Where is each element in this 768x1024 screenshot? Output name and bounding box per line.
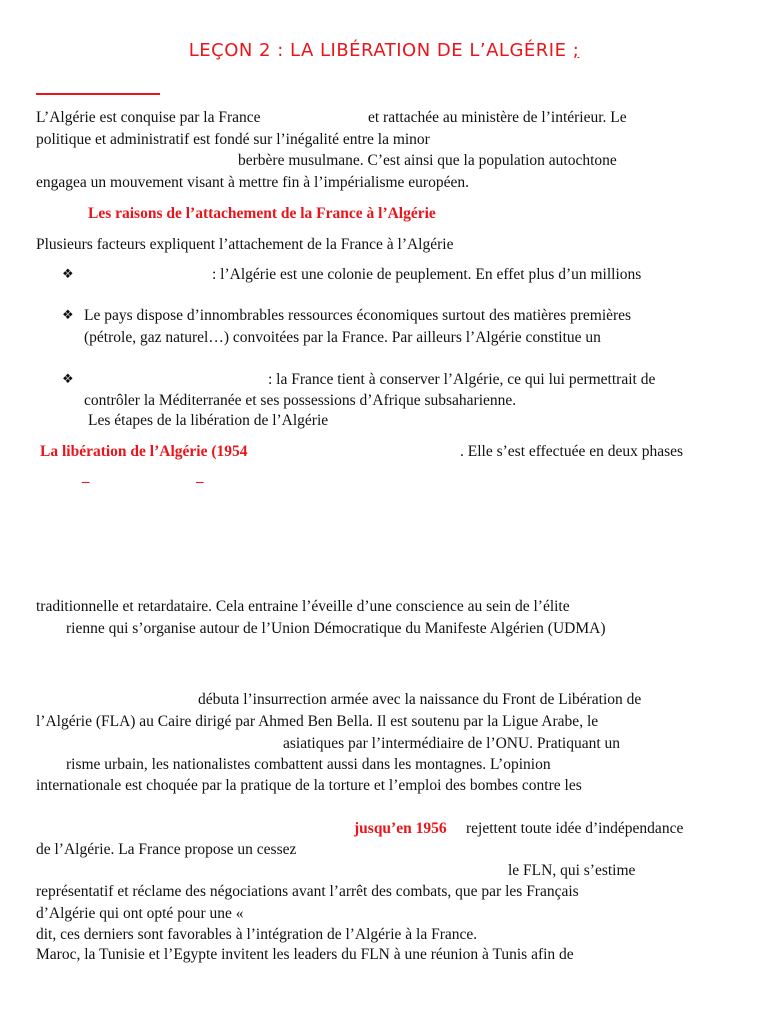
section-heading-tail: . Elle s’est effectuée en deux phases	[460, 443, 684, 460]
lesson-title-colon: ;	[572, 40, 580, 61]
bullet-2-line-2: (pétrole, gaz naturel…) convoitées par la France. Par ailleurs l’Algérie constitue un	[84, 329, 601, 346]
intro-line-1a: L’Algérie est conquise par la France	[36, 109, 261, 126]
lesson-title-text: LEÇON 2 : LA LIBÉRATION DE L’ALGÉRIE	[188, 40, 573, 61]
bullet-3-line-3: Les étapes de la libération de l’Algérie	[88, 412, 329, 429]
section-heading-reasons: Les raisons de l’attachement de la France à l’Algérie	[88, 205, 436, 222]
body-p3-line-4: représentatif et réclame des négociations avant l’arrêt des combats, que par les Français	[36, 883, 579, 900]
diamond-bullet-icon: ❖	[62, 308, 74, 323]
intro-line-4: engagea un mouvement visant à mettre fin à l’impérialisme européen.	[36, 174, 469, 191]
body-p1-line-2: rienne qui s’organise autour de l’Union Démocratique du Manifeste Algérien (UDMA)	[66, 620, 606, 637]
bullet-3-line-2: contrôler la Méditerranée et ses possessions d’Afrique subsaharienne.	[84, 392, 517, 409]
bullet-1-text: : l’Algérie est une colonie de peuplement. En effet plus d’un millions	[212, 266, 642, 283]
body-p2-line-3: asiatiques par l’intermédiaire de l’ONU. Pratiquant un	[283, 735, 621, 752]
bullet-3-line-1: : la France tient à conserver l’Algérie, ce qui lui permettrait de	[268, 371, 656, 388]
diamond-bullet-icon: ❖	[62, 267, 74, 282]
lesson-title	[0, 40, 768, 61]
intro-line-1b: et rattachée au ministère de l’intérieur. Le	[368, 109, 627, 126]
body-p3-line-5: d’Algérie qui ont opté pour une «	[36, 905, 244, 922]
phase-dash-1: –	[82, 474, 90, 490]
red-underline-rule	[36, 93, 160, 95]
body-p2-line-2: l’Algérie (FLA) au Caire dirigé par Ahmed Ben Bella. Il est soutenu par la Ligue Arabe, le	[36, 713, 599, 730]
body-p3-line-1: rejettent toute idée d’indépendance	[466, 820, 684, 837]
body-p3-red-date: jusqu’en 1956	[354, 820, 447, 837]
body-p3-line-7: Maroc, la Tunisie et l’Egypte invitent les leaders du FLN à une réunion à Tunis afin de	[36, 946, 574, 963]
bullet-2-line-1: Le pays dispose d’innombrables ressources économiques surtout des matières premières	[84, 307, 632, 324]
body-p2-line-5: internationale est choquée par la pratique de la torture et l’emploi des bombes contre les	[36, 777, 582, 794]
body-p3-line-2: de l’Algérie. La France propose un cessez	[36, 841, 297, 858]
body-p3-line-3: le FLN, qui s’estime	[508, 862, 636, 879]
intro-line-3: berbère musulmane. C’est ainsi que la population autochtone	[238, 152, 617, 169]
diamond-bullet-icon: ❖	[62, 372, 74, 387]
section-lead: Plusieurs facteurs expliquent l’attachement de la France à l’Algérie	[36, 236, 454, 253]
body-p2-line-4: risme urbain, les nationalistes combattent aussi dans les montagnes. L’opinion	[66, 756, 551, 773]
intro-line-2: politique et administratif est fondé sur l’inégalité entre la minor	[36, 131, 430, 148]
body-p3-line-6: dit, ces derniers sont favorables à l’intégration de l’Algérie à la France.	[36, 926, 478, 943]
body-p2-line-1: débuta l’insurrection armée avec la naissance du Front de Libération de	[198, 691, 642, 708]
section-heading-liberation: La libération de l’Algérie (1954	[40, 443, 248, 460]
phase-dash-2: –	[196, 474, 204, 490]
body-p1-line-1: traditionnelle et retardataire. Cela entraine l’éveille d’une conscience au sein de l’élite	[36, 598, 570, 615]
